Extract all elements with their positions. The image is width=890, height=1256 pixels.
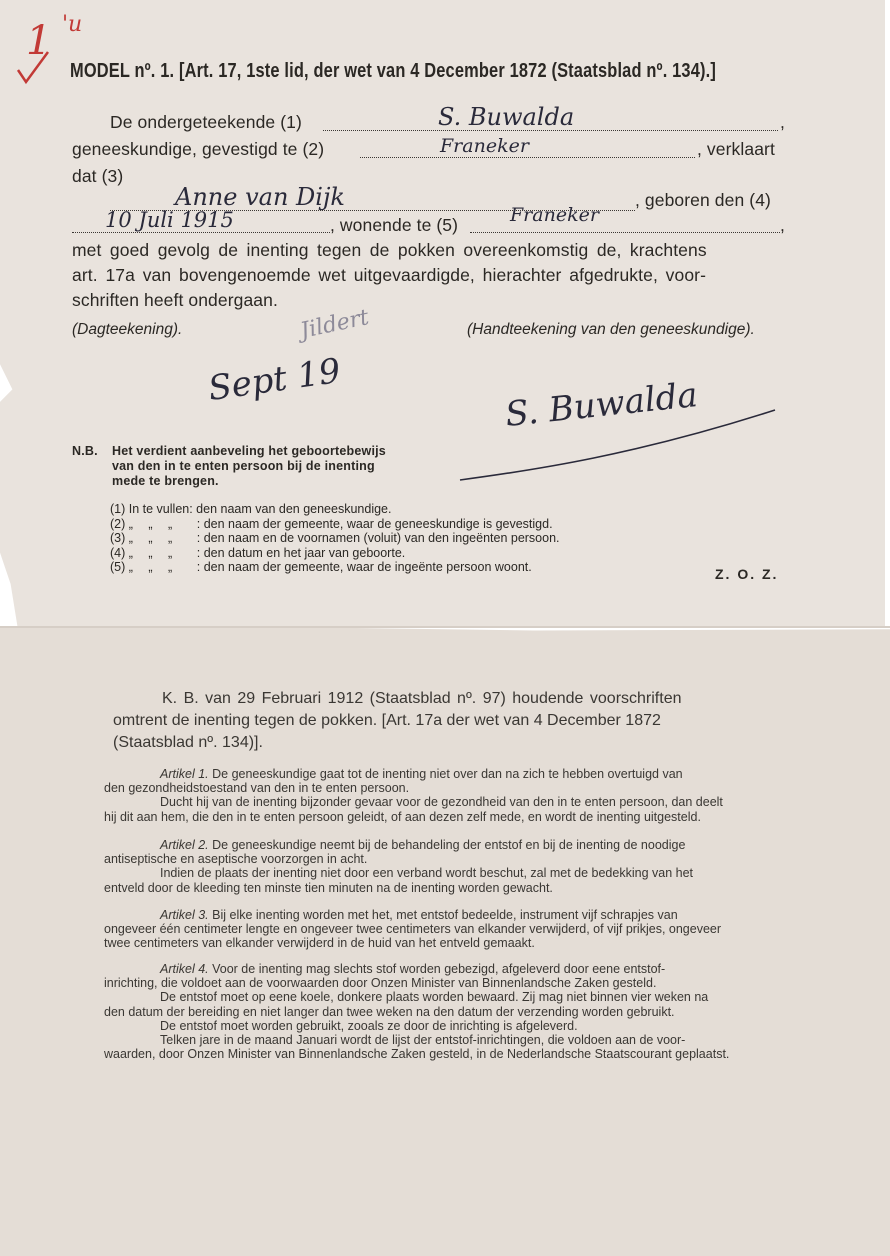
nb-line-3: mede te brengen.: [112, 474, 219, 488]
body-line-8: schriften heeft ondergaan.: [72, 290, 278, 310]
line-birth-label: , geboren den (4): [635, 190, 771, 210]
person-name-handwritten: Anne van Dijk: [175, 183, 345, 211]
comma: ,: [780, 215, 785, 235]
decree-heading-1: K. B. van 29 Februari 1912 (Staatsblad nº. 97) houdende voorschriften: [162, 690, 682, 707]
decree-heading-2: omtrent de inenting tegen de pokken. [Art. 17a der wet van 4 December 1872: [113, 712, 661, 729]
form-title: MODEL nº. 1. [Art. 17, 1ste lid, der wet van 4 December 1872 (Staatsblad nº. 134).]: [70, 60, 716, 82]
body-line-7: art. 17a van bovengenoemde wet uitgevaardigde, hierachter afgedrukte, voor-: [72, 265, 707, 285]
corner-suffix: 'u: [62, 12, 83, 37]
date-handwritten: Sept 19: [205, 350, 344, 410]
comma: ,: [780, 112, 785, 132]
birth-date-handwritten: 10 Juli 1915: [105, 208, 234, 232]
signature-handwritten: S. Buwalda: [503, 375, 700, 435]
town-handwritten: Franeker: [440, 135, 529, 157]
corner-mark: 1: [26, 18, 52, 64]
town-field: [360, 157, 695, 158]
residence-handwritten: Franeker: [510, 204, 599, 226]
birth-date-field: [72, 232, 330, 233]
zoz-label: Z. O. Z.: [715, 566, 779, 582]
article-2: Artikel 2. De geneeskundige neemt bij de behandeling der entstof en bij de inenting de noodige antiseptische en aseptische voorzorgen in acht. Indien de plaats der inenting niet door een verband wordt beschut, zal met de bedekking van het entveld door de kleeding ten minste tien minuten na de inenting worden gewacht.: [104, 838, 693, 895]
body-line-6: met goed gevolg de inenting tegen de pokken overeenkomstig de, krachtens: [72, 240, 707, 260]
pencil-note: Jildert: [298, 305, 372, 344]
nb-line-1: Het verdient aanbeveling het geboortebewijs: [112, 444, 386, 458]
article-1: Artikel 1. De geneeskundige gaat tot de inenting niet over dan na zich te hebben overtuigd van den gezondheidstoestand van den in te enten persoon. Ducht hij van de inenting bijzonder gevaar voor de gezondheid van den in te enten persoon, dan deelt hij dit aan hem, die den in te enten persoon geleidt, of aan dezen zelf mede, en wordt de inenting uitgesteld.: [104, 767, 723, 824]
nb-label: N.B.: [72, 444, 98, 458]
checkmark-icon: [14, 48, 54, 88]
doctor-name-handwritten: S. Buwalda: [438, 103, 575, 131]
line-person-label: dat (3): [72, 166, 124, 186]
nb-line-2: van den in te enten persoon bij de inenting: [112, 459, 375, 473]
line-town-end: , verklaart: [697, 139, 775, 159]
footnotes: (1) In te vullen: den naam van den geneeskundige. (2) „ „ „ : den naam der gemeente, waar de geneeskundige is gevestigd. (3) „ „ „ : den naam en de voornamen (voluit) van den ingeënten persoon. (4) „ „ „ : den datum en het jaar van geboorte. (5) „ „ „ : den naam der gemeente, waar de ingeënte persoon woont.: [110, 502, 560, 574]
page-divider: [0, 626, 890, 628]
article-4: Artikel 4. Voor de inenting mag slechts stof worden gebezigd, afgeleverd door eene entstof- inrichting, die voldoet aan de voorwaarden door Onzen Minister van Binnenlandsche Zaken gesteld. De entstof moet op eene koele, donkere plaats worden bewaard. Zij mag niet binnen vier weken na den datum der bereiding en niet langer dan twee weken na den datum der verzending worden gebruikt. De entstof moet worden gebruikt, zooals ze door de inrichting is afgeleverd. Telken jare in de maand Januari wordt de lijst der entstof-inrichtingen, die voldoen aan de voor- waarden, door Onzen Minister van Binnenlandsche Zaken gesteld, in de Nederlandsche Staatscourant geplaatst.: [104, 962, 730, 1062]
date-label: (Dagteekening).: [72, 321, 183, 338]
signature-flourish: [455, 400, 785, 490]
line-town-label: geneeskundige, gevestigd te (2): [72, 139, 325, 159]
line-doctor-label: De ondergeteekende (1): [110, 112, 302, 132]
line-residence-label: , wonende te (5): [330, 215, 459, 235]
decree-heading-3: (Staatsblad nº. 134)].: [113, 734, 263, 751]
residence-field: [470, 232, 780, 233]
article-3: Artikel 3. Bij elke inenting worden met het, met entstof bedeelde, instrument vijf schrapjes van ongeveer één centimeter lengte en ongeveer twee centimeters van elkander verwijderd, of vijf prikjes, ongeveer twee centimeters van elkander verwijderd in de huid van het entveld gemaakt.: [104, 908, 722, 951]
signature-label: (Handteekening van den geneeskundige).: [467, 321, 755, 338]
